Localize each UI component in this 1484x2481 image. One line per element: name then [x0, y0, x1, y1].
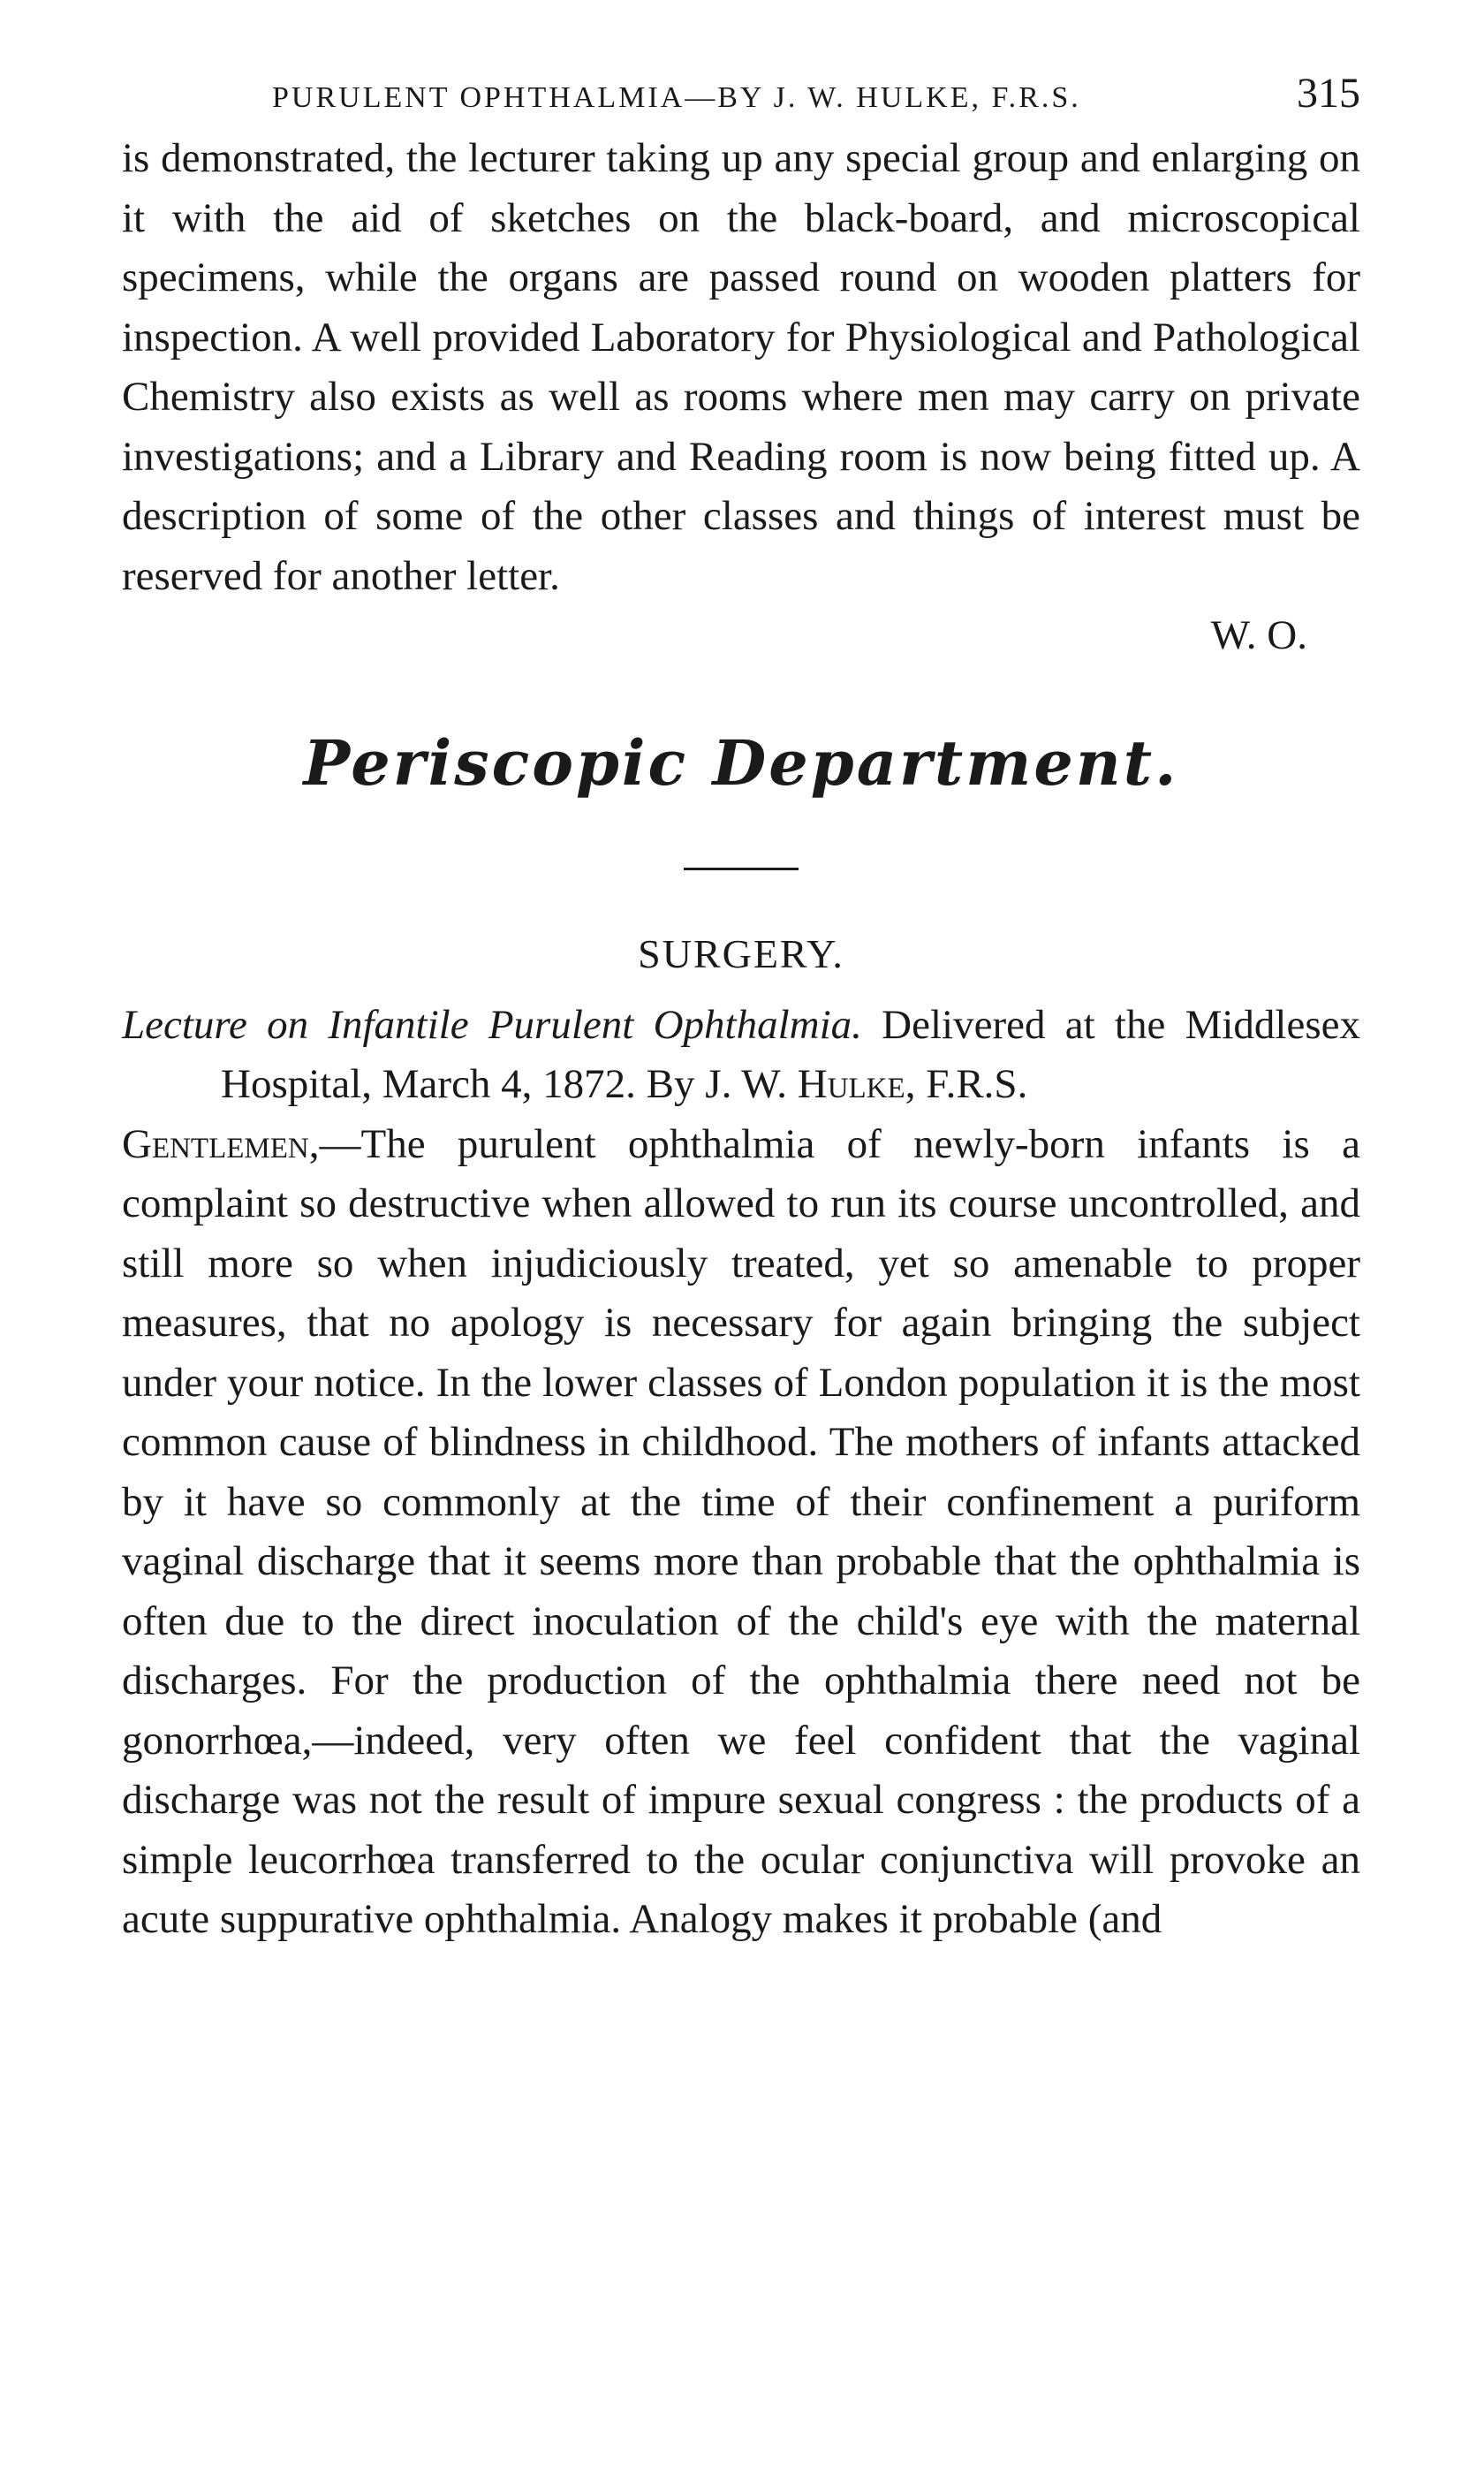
lecture-body: [122, 1115, 1360, 1950]
section-divider: [684, 868, 799, 870]
section-title: SURGERY.: [638, 930, 844, 976]
running-header: [122, 69, 1360, 122]
lecture-author: Hulke: [797, 1061, 905, 1107]
lecture-title: Lecture on Infantile Purulent Ophthalmia.: [122, 1001, 862, 1048]
lecture-body-text: —The purulent ophthalmia of newly-born infants is a complaint so destructive when allowed to run its course uncontrolled, and still more so when injudiciously treated, yet so amenable to proper measures, that no apology is necessary for again bringing the subject under your notice. In the lower classes of London population it is the most common cause of blindness in childhood. The mothers of infants attacked by it have so commonly at the time of their confinement a puriform vaginal discharge that it seems more than probable that the ophthalmia is often due to the direct inoculation of the child's eye with the maternal discharges. For the production of the ophthalmia there need not be gonorrhœa,—indeed, very often we feel confident that the vaginal discharge was not the result of impure sexual congress : the products of a simple leucorrhœa transferred to the ocular conjunctiva will provoke an acute suppurative ophthalmia. Analogy makes it probable (and: [122, 1120, 1360, 1942]
lecture-author-suffix: , F.R.S.: [905, 1061, 1028, 1107]
letter-signature: W. O.: [1210, 612, 1307, 658]
page-number: 315: [1297, 70, 1360, 117]
salutation: Gentlemen,: [122, 1120, 320, 1167]
letter-paragraph: is demonstrated, the lecturer taking up any special group and enlarging on it with the aid of sketches on the black-board, and microscopical specimens, while the organs are passed round on wooden platters for inspection. A well provided Laboratory for Physiological and Pathological Chemistry also exists as well as rooms where men may carry on private investigations; and a Library and Reading room is now being fitted up. A description of some of the other classes and things of interest must be reserved for another letter.: [122, 135, 1360, 599]
lecture-details: Delivered at the Middlesex Hospital, March 4, 1872. By J. W.: [221, 1001, 1360, 1107]
department-heading: Periscopic Department.: [303, 725, 1179, 800]
running-title: PURULENT OPHTHALMIA—BY J. W. HULKE, F.R.S.: [272, 81, 1081, 114]
lecture-reference: [122, 996, 1360, 1115]
book-page: [122, 69, 1360, 1950]
